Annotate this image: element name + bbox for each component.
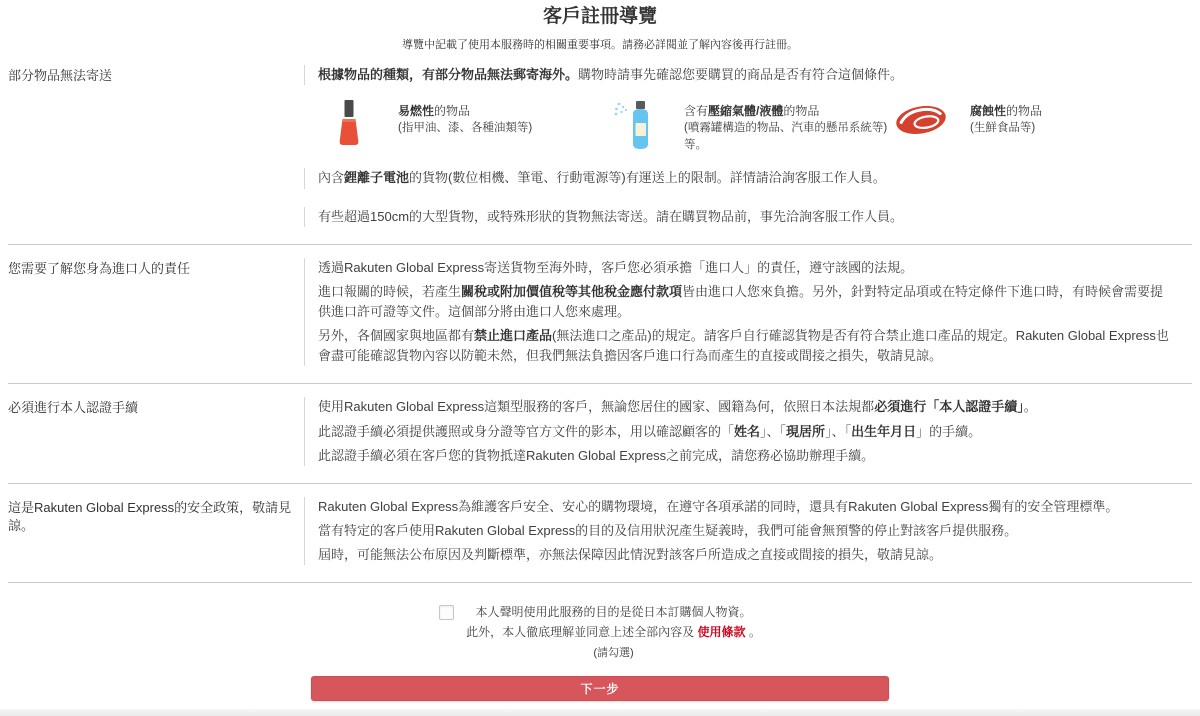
restricted-intro-block bbox=[304, 65, 1176, 85]
agreement-checkbox[interactable] bbox=[439, 605, 454, 620]
category-compressed-gas-text bbox=[666, 98, 890, 155]
section-importer bbox=[8, 245, 1192, 385]
battery-paragraph: 內含鋰離子電池的貨物(數位相機、筆電、行動電源等)有運送上的限制。詳情請洽詢客服工作人員。 bbox=[318, 170, 886, 186]
section-restricted-items bbox=[8, 52, 1192, 245]
category-perishable-desc: (生鮮食品等) bbox=[970, 121, 1036, 134]
category-compressed-gas-desc: (噴霧罐構造的物品、汽車的懸吊系統等)等。 bbox=[684, 121, 888, 152]
section-policy-label: 這是Rakuten Global Express的安全政策，敬請見諒。 bbox=[8, 499, 292, 534]
category-perishable-text bbox=[952, 98, 1042, 137]
oversize-block bbox=[304, 207, 1176, 227]
oversize-paragraph: 有些超過150cm的大型貨物，或特殊形狀的貨物無法寄送。請在購買物品前，事先洽詢客服工作人員。 bbox=[318, 208, 904, 224]
category-compressed-gas-title: 含有壓縮氣體/液體的物品 bbox=[684, 103, 820, 118]
nail-polish-icon bbox=[318, 98, 380, 146]
agreement-line-2: 此外，本人徹底理解並同意上述全部內容及 使用條款 。 bbox=[466, 625, 761, 640]
next-button[interactable]: 下一步 bbox=[311, 676, 889, 701]
agreement-note: (請勾選) bbox=[593, 646, 634, 659]
category-flammable-text bbox=[380, 98, 532, 137]
category-flammable-title: 易燃性的物品 bbox=[398, 103, 471, 118]
agreement-line-1: 本人聲明使用此服務的目的是從日本訂購個人物資。 bbox=[475, 605, 752, 620]
policy-paragraph-2: 當有特定的客戶使用Rakuten Global Express的目的及信用狀況產生疑義時，我們可能會無預警的停止對該客戶提供服務。 bbox=[318, 522, 1018, 538]
section-restricted-items-label: 部分物品無法寄送 bbox=[8, 67, 113, 83]
section-restricted-items-content bbox=[304, 65, 1184, 227]
page-subtitle: 導覽中記載了使用本服務時的相關重要事項。請務必詳閱並了解內容後再行註冊。 bbox=[402, 38, 798, 51]
identity-paragraph-3: 此認證手續必須在客戶您的貨物抵達Rakuten Global Express之前完成，請您務必協助辦理手續。 bbox=[318, 447, 875, 463]
section-policy bbox=[8, 484, 1192, 583]
spray-can-icon bbox=[604, 98, 666, 150]
section-importer-content bbox=[304, 258, 1184, 367]
bottom-strip bbox=[0, 709, 1200, 716]
policy-paragraph-1: Rakuten Global Express為維護客戶安全、安心的購物環境，在遵守各項承諾的同時，還具有Rakuten Global Express獨有的安全管理標準。 bbox=[318, 498, 1119, 514]
category-perishable-title: 腐蝕性的物品 bbox=[970, 103, 1043, 118]
agreement-row bbox=[0, 603, 1200, 662]
page-header bbox=[0, 0, 1200, 52]
section-identity-content bbox=[304, 397, 1184, 465]
identity-paragraph-1: 使用Rakuten Global Express這類型服務的客戶，無論您居住的國家、國籍為何，依照日本法規都必須進行「本人認證手續」。 bbox=[318, 399, 1037, 415]
importer-block bbox=[304, 258, 1176, 367]
category-perishable bbox=[890, 98, 1176, 155]
category-flammable bbox=[318, 98, 604, 155]
restricted-intro-paragraph: 根據物品的種類，有部分物品無法郵寄海外。購物時請事先確認您要購買的商品是否有符合這個條件。 bbox=[318, 66, 904, 82]
meat-icon bbox=[890, 98, 952, 140]
category-flammable-desc: (指甲油、漆、各種油類等) bbox=[398, 121, 533, 134]
agreement-area bbox=[0, 583, 1200, 701]
agreement-text bbox=[466, 603, 761, 662]
section-importer-label: 您需要了解您身為進口人的責任 bbox=[8, 260, 191, 276]
policy-paragraph-3: 屆時，可能無法公布原因及判斷標準，亦無法保障因此情況對該客戶所造成之直接或間接的損失，敬請見諒。 bbox=[318, 547, 943, 563]
importer-paragraph-1: 透過Rakuten Global Express寄送貨物至海外時，客戶您必須承擔「進口人」的責任，遵守該國的法規。 bbox=[318, 259, 914, 275]
section-policy-content bbox=[304, 497, 1184, 565]
identity-block bbox=[304, 397, 1176, 465]
battery-block bbox=[304, 168, 1176, 188]
restricted-categories bbox=[318, 98, 1176, 155]
identity-paragraph-2: 此認證手續必須提供護照或身分證等官方文件的影本，用以確認顧客的「姓名」、「現居所」、「出生年月日」的手續。 bbox=[318, 423, 982, 439]
policy-block bbox=[304, 497, 1176, 565]
terms-link[interactable]: 使用條款 bbox=[697, 625, 746, 640]
section-identity-label: 必須進行本人認證手續 bbox=[8, 400, 139, 416]
importer-paragraph-3: 另外，各個國家與地區都有禁止進口產品(無法進口之產品)的規定。請客戶自行確認貨物是否有符合禁止進口產品的規定。Rakuten Global Express也會盡可能確認貨物內容以防範未然，但我們無法負擔因客戶進口行為而產生的直接或間接之損失，敬請見諒。 bbox=[318, 328, 1169, 364]
page-title: 客戶註冊導覽 bbox=[542, 6, 657, 27]
section-identity bbox=[8, 384, 1192, 483]
importer-paragraph-2: 進口報關的時候，若產生關稅或附加價值稅等其他稅金應付款項皆由進口人您來負擔。另外，針對特定品項或在特定條件下進口時，有時候會需要提供進口許可證等文件。這個部分將由進口人您來處理。 bbox=[318, 283, 1164, 319]
category-compressed-gas bbox=[604, 98, 890, 155]
